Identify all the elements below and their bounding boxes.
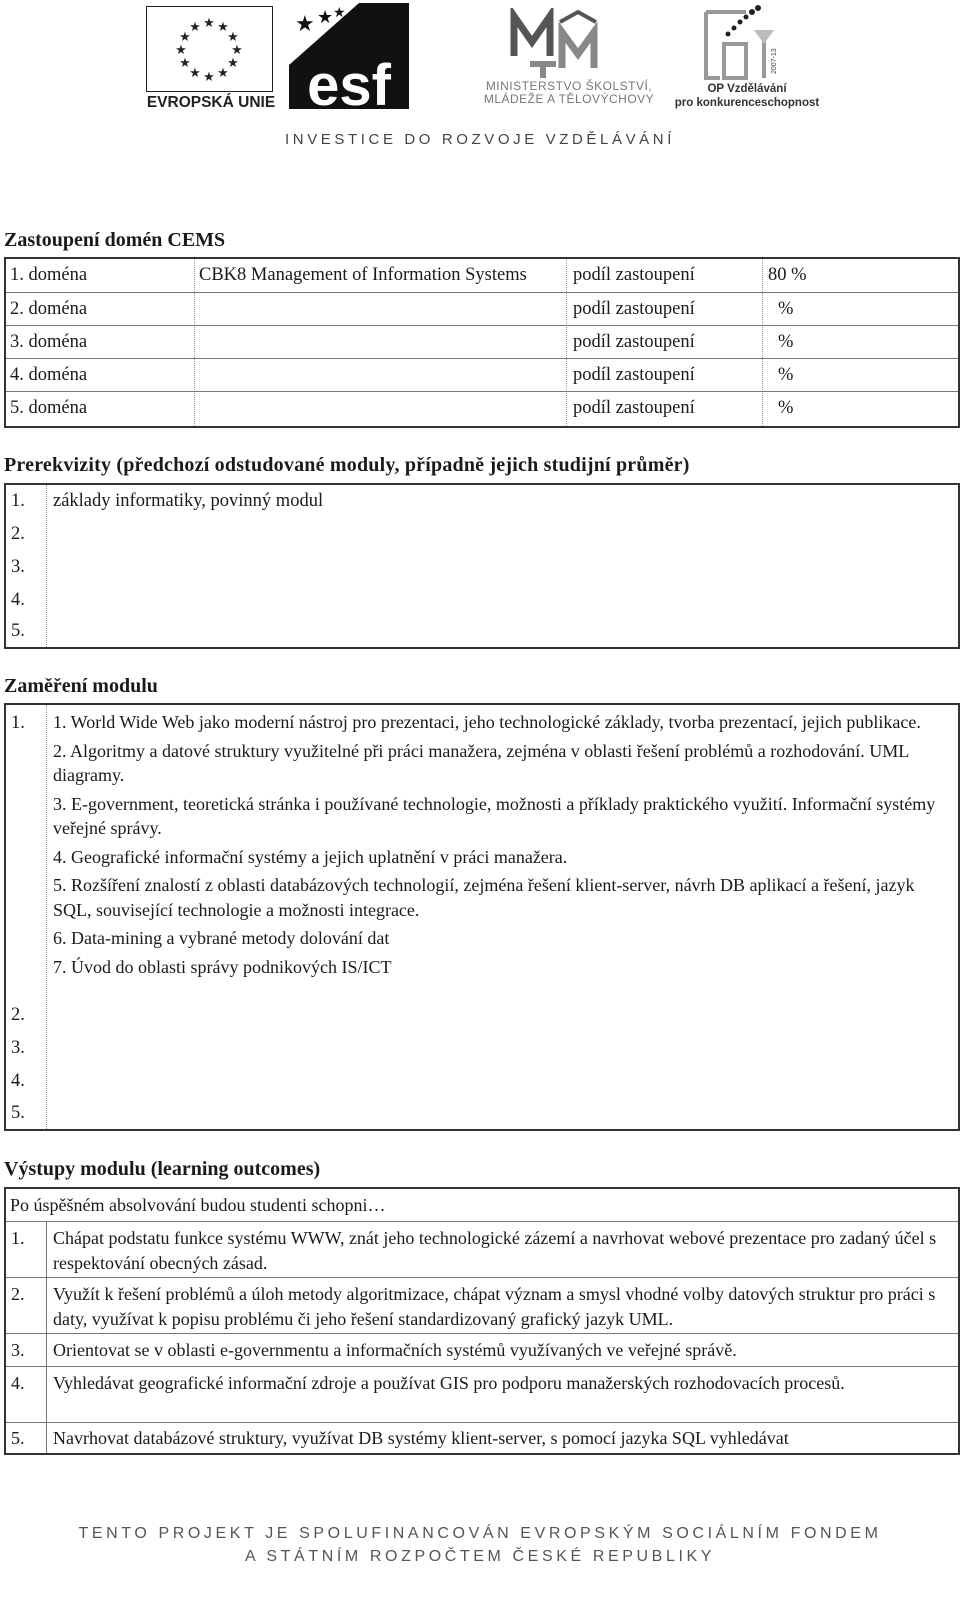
- svg-text:★: ★: [189, 65, 201, 80]
- prereq-num: 2.: [11, 524, 25, 544]
- focus-item: 3. E-government, teoretická stránka i používané technologie, možnosti a příklady praktického využití. Informační systémy veřejné správy.: [53, 793, 936, 838]
- outcome-text: Chápat podstatu funkce systému WWW, znát jeho technologické zázemí a navrhovat webové prezentace pro zadaný účel s respektování obecných zásad.: [53, 1228, 937, 1273]
- svg-text:★: ★: [227, 29, 239, 44]
- svg-text:★: ★: [203, 69, 215, 84]
- eu-stars-icon: [147, 7, 271, 90]
- prereq-num: 4.: [11, 590, 25, 610]
- domain-share-value: %: [778, 398, 794, 418]
- outcomes-intro: Po úspěšném absolvování budou studenti schopni…: [10, 1195, 386, 1215]
- focus-num: 1.: [11, 713, 25, 733]
- op-label-line2: pro konkurenceschopnost: [674, 97, 820, 109]
- outcome-text: Vyhledávat geografické informační zdroje a používat GIS pro podporu manažerských rozhodovacích procesů.: [53, 1373, 845, 1393]
- svg-text:★: ★: [227, 55, 239, 70]
- domains-heading: Zastoupení domén CEMS: [4, 229, 226, 251]
- svg-text:★: ★: [175, 42, 187, 57]
- domain-share-value: %: [778, 299, 794, 319]
- focus-item: 2. Algoritmy a datové struktury využitelné při práci manažera, zejména v oblasti řešení problémů a rozhodování. UML diagramy.: [53, 740, 909, 785]
- outcome-row: [6, 1423, 958, 1453]
- focus-item: 6. Data-mining a vybrané metody dolování dat: [53, 928, 390, 948]
- op-label: [672, 82, 822, 110]
- op-vzdelavani-logo: [702, 4, 788, 87]
- domain-label: 2. doména: [10, 299, 88, 319]
- domain-name: CBK8 Management of Information Systems: [199, 265, 527, 285]
- svg-text:★: ★: [295, 11, 315, 36]
- svg-text:★: ★: [203, 15, 215, 30]
- domains-table: [4, 257, 960, 428]
- outcomes-table: [4, 1187, 960, 1455]
- outcomes-intro-row: [6, 1189, 958, 1222]
- svg-text:★: ★: [317, 7, 334, 27]
- domain-row: [6, 392, 958, 426]
- outcome-text: Navrhovat databázové struktury, využívat DB systémy klient-server, s pomocí jazyka SQL vyhledávat: [53, 1428, 789, 1448]
- prereq-row: [6, 518, 958, 551]
- prereq-num: 3.: [11, 557, 25, 577]
- domain-share-value: %: [778, 365, 794, 385]
- focus-items: [53, 710, 953, 979]
- prereq-row: [6, 551, 958, 584]
- prereq-table: [4, 483, 960, 649]
- msmt-label-line2: MLÁDEŽE A TĚLOVÝCHOVY: [483, 92, 655, 106]
- outcome-text: Orientovat se v oblasti e-governmentu a informačních systémů využívaných ve veřejné správě.: [53, 1340, 737, 1360]
- esf-wordmark: esf: [307, 53, 391, 109]
- svg-text:★: ★: [179, 55, 191, 70]
- prereq-text: základy informatiky, povinný modul: [53, 491, 324, 511]
- domain-share-label: podíl zastoupení: [573, 398, 695, 418]
- focus-table: [4, 703, 960, 1131]
- prereq-num: 1.: [11, 491, 25, 511]
- prereq-heading: Prerekvizity (předchozí odstudované moduly, případně jejich studijní průměr): [4, 454, 690, 476]
- prereq-row: [6, 616, 958, 647]
- svg-text:★: ★: [217, 65, 229, 80]
- domain-row: [6, 326, 958, 359]
- focus-item: 5. Rozšíření znalostí z oblasti databázových technologií, zejména řešení klient-server, návrh DB aplikací a řešení, jazyk SQL, související technologie a možnosti integrace.: [53, 875, 915, 920]
- focus-num: 5.: [11, 1103, 25, 1123]
- domain-share-label: podíl zastoupení: [573, 299, 695, 319]
- domain-row: [6, 259, 958, 293]
- focus-heading: Zaměření modulu: [4, 675, 158, 697]
- outcome-num: 1.: [11, 1228, 25, 1248]
- svg-text:★: ★: [333, 6, 346, 21]
- eu-flag-logo: [146, 6, 273, 92]
- focus-item: 7. Úvod do oblasti správy podnikových IS/ICT: [53, 956, 392, 977]
- footer-line1: TENTO PROJEKT JE SPOLUFINANCOVÁN EVROPSKÝM SOCIÁLNÍM FONDEM: [78, 1525, 882, 1542]
- outcome-row: [6, 1222, 958, 1278]
- svg-text:★: ★: [189, 19, 201, 34]
- eu-label: EVROPSKÁ UNIE: [146, 94, 276, 111]
- footer: [60, 1522, 900, 1568]
- focus-item: 4. Geografické informační systémy a jejich uplatnění v práci manažera.: [53, 846, 568, 867]
- outcome-num: 2.: [11, 1284, 25, 1304]
- domain-label: 4. doména: [10, 365, 88, 385]
- domain-label: 3. doména: [10, 332, 88, 352]
- op-label-line1: OP Vzdělávání: [707, 83, 787, 95]
- outcomes-heading: Výstupy modulu (learning outcomes): [4, 1158, 321, 1180]
- domain-share-value: %: [778, 332, 794, 352]
- outcome-row: [6, 1367, 958, 1423]
- msmt-label-line1: MINISTERSTVO ŠKOLSTVÍ,: [485, 79, 653, 93]
- domain-share-label: podíl zastoupení: [573, 332, 695, 352]
- focus-num: 4.: [11, 1071, 25, 1091]
- footer-line2: A STÁTNÍM ROZPOČTEM ČESKÉ REPUBLIKY: [244, 1548, 716, 1565]
- domain-label: 1. doména: [10, 265, 88, 285]
- outcome-row: [6, 1278, 958, 1334]
- focus-num: 3.: [11, 1038, 25, 1058]
- domain-row: [6, 359, 958, 392]
- investice-banner: INVESTICE DO ROZVOJE VZDĚLÁVÁNÍ: [285, 131, 675, 148]
- domain-share-label: podíl zastoupení: [573, 365, 695, 385]
- focus-num: 2.: [11, 1005, 25, 1025]
- domain-label: 5. doména: [10, 398, 88, 418]
- msmt-label: [464, 80, 674, 106]
- prereq-num: 5.: [11, 621, 25, 641]
- outcome-num: 4.: [11, 1373, 25, 1393]
- msmt-logo: [510, 8, 610, 83]
- domain-share-value: 80 %: [768, 265, 807, 285]
- svg-text:★: ★: [231, 42, 243, 57]
- svg-text:★: ★: [179, 29, 191, 44]
- prereq-row: [6, 485, 958, 518]
- outcome-row: [6, 1334, 958, 1367]
- prereq-row: [6, 584, 958, 616]
- outcome-num: 3.: [11, 1340, 25, 1360]
- focus-item: 1. World Wide Web jako moderní nástroj pro prezentaci, jeho technologické základy, tvorba prezentací, jejich publikace.: [53, 712, 921, 732]
- svg-text:★: ★: [217, 19, 229, 34]
- op-year: 2007-13: [771, 48, 778, 74]
- esf-logo: [289, 3, 409, 114]
- domain-row: [6, 293, 958, 326]
- outcome-text: Využít k řešení problémů a úloh metody algoritmizace, chápat význam a smysl vhodné volby datových struktur pro práci s daty, využívat k popisu problému či jeho řešení standardizovaný grafický jazyk UML.: [53, 1284, 936, 1329]
- domain-share-label: podíl zastoupení: [573, 265, 695, 285]
- outcome-num: 5.: [11, 1428, 25, 1448]
